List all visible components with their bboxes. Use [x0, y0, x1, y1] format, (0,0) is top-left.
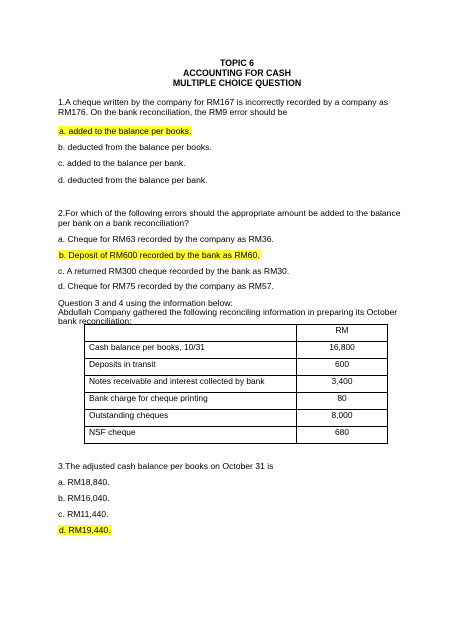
table-header-blank [85, 325, 297, 342]
topic-heading: TOPIC 6 [219, 58, 255, 68]
table-row [85, 342, 388, 359]
reconciliation-table [84, 324, 388, 444]
row-label: NSF cheque [85, 427, 297, 444]
info-line-1: Question 3 and 4 using the information below: [58, 298, 233, 308]
highlighted-answer: d. RM19,440. [59, 525, 111, 535]
row-label: Outstanding cheques [85, 410, 297, 427]
table-header-amount: RM [297, 325, 388, 342]
question-2-option-c: c. A returned RM300 cheque recorded by the bank as RM30. [58, 266, 290, 276]
info-line-3: bank reconciliation: [58, 316, 132, 326]
table-header-row [85, 325, 388, 342]
row-label: Deposits in transit [85, 359, 297, 376]
question-2-option-d: d. Cheque for RM75 recorded by the company as RM57. [58, 281, 274, 291]
row-amount: 3,400 [297, 376, 388, 393]
question-2-text-cont: per bank on a bank reconciliation? [58, 218, 189, 228]
row-label: Cash balance per books, 10/31 [85, 342, 297, 359]
row-amount: 16,800 [297, 342, 388, 359]
row-amount: 600 [297, 359, 388, 376]
question-3-option-b: b. RM16,040. [58, 493, 110, 503]
table-row [85, 427, 388, 444]
question-3-option-a: a. RM18,840. [58, 477, 110, 487]
row-label: Notes receivable and interest collected by bank [85, 376, 297, 393]
row-amount: 8,000 [297, 410, 388, 427]
table-row [85, 359, 388, 376]
question-2-text: 2.For which of the following errors should the appropriate amount be added to the balance [58, 208, 401, 218]
table-row [85, 376, 388, 393]
question-1-text: 1.A cheque written by the company for RM167 is incorrectly recorded by a company as [58, 97, 389, 107]
table-row [85, 410, 388, 427]
question-2-option-a: a. Cheque for RM63 recorded by the company as RM36. [58, 234, 274, 244]
highlighted-answer: a. added to the balance per books. [59, 126, 192, 136]
question-3-option-d [58, 525, 112, 535]
question-1-option-c: c. added to the balance per bank. [58, 158, 186, 168]
question-2-option-b [58, 250, 261, 260]
question-1-option-a [58, 126, 192, 136]
row-label: Bank charge for cheque printing [85, 393, 297, 410]
question-3-option-c: c. RM11,440. [58, 509, 109, 519]
question-1-text-cont: RM176. On the bank reconciliation, the RM9 error should be [58, 107, 288, 117]
row-amount: 680 [297, 427, 388, 444]
row-amount: 80 [297, 393, 388, 410]
topic-subtitle: MULTIPLE CHOICE QUESTION [172, 78, 302, 88]
topic-title: ACCOUNTING FOR CASH [182, 68, 291, 78]
highlighted-answer: b. Deposit of RM600 recorded by the bank as RM60. [59, 250, 260, 260]
question-3-text: 3.The adjusted cash balance per books on October 31 is [58, 461, 274, 471]
question-1-option-d: d. deducted from the balance per bank. [58, 175, 208, 185]
table-row [85, 393, 388, 410]
info-line-2: Abdullah Company gathered the following reconciling information in preparing its October [58, 307, 398, 317]
question-1-option-b: b. deducted from the balance per books. [58, 142, 212, 152]
